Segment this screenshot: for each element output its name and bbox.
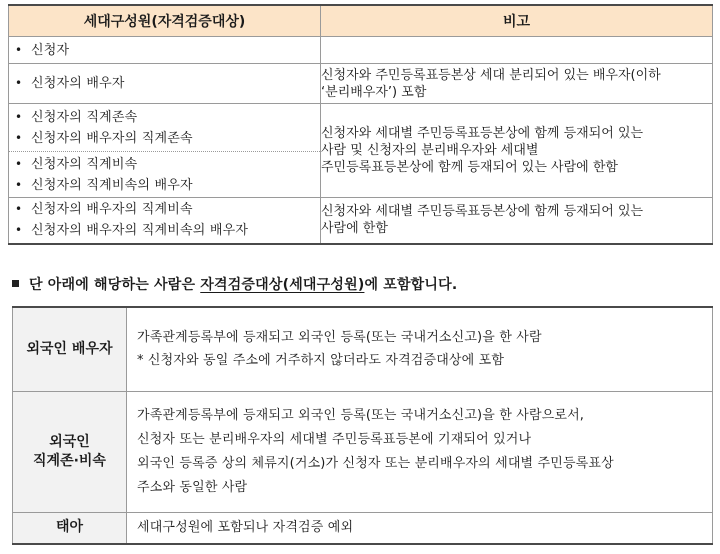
table-row [13,307,713,391]
notice-suffix: 에 포함합니다. [364,277,458,293]
table-row [9,37,713,64]
header-household-member: 세대구성원(자격검증대상) [9,5,321,37]
description-line: 외국인 등록증 상의 체류지(거소)가 신청자 또는 분리배우자의 세대별 주민등록표상 [137,455,614,471]
household-members-table [8,4,713,245]
remark-cell [321,104,713,198]
inclusion-notice [12,274,457,294]
list-item: • 신청자의 배우자 [9,73,320,94]
category-cell [13,391,127,512]
description-line: 주소와 동일한 사람 [137,479,248,495]
member-cell [9,104,321,152]
table-row [13,512,713,544]
list-item: • 신청자의 직계존속 [9,107,320,128]
remark-line: ‘분리배우자’) 포함 [321,84,427,100]
description-cell [127,307,713,391]
remark-cell [321,198,713,244]
member-cell [9,37,321,64]
member-cell [9,64,321,104]
description-line: 가족관계등록부에 등재되고 외국인 등록(또는 국내거소신고)을 한 사람으로서, [137,407,585,423]
category-label: 외국인 [49,433,90,450]
table-row [9,64,713,104]
remark-line: 사람 및 신청자의 분리배우자와 세대별 [321,143,539,158]
category-label: 직계존·비속 [33,452,106,469]
list-item: • 신청자의 배우자의 직계비속 [9,199,320,220]
list-item: • 신청자의 배우자의 직계비속의 배우자 [9,220,320,241]
category-label: 외국인 배우자 [26,340,113,357]
description-cell [127,512,713,544]
list-item: • 신청자의 직계비속 [9,154,320,175]
remark-line: 신청자와 주민등록표등본상 세대 분리되어 있는 배우자(이하 [321,67,661,83]
notice-emphasis: 자격검증대상(세대구성원) [200,277,365,293]
remark-line: 주민등록표등본상에 함께 등재되어 있는 사람에 한함 [321,160,618,175]
remark-cell [321,64,713,104]
member-cell [9,198,321,244]
remark-line: 사람에 한함 [321,221,388,237]
list-item: • 신청자의 배우자의 직계존속 [9,128,320,149]
notice-prefix: 단 아래에 해당하는 사람은 [29,277,201,293]
square-bullet-icon [12,280,19,287]
category-label: 태아 [55,519,84,536]
remark-line: 신청자와 세대별 주민등록표등본상에 함께 등재되어 있는 [321,204,644,220]
table-header-row [9,5,713,37]
header-remarks: 비고 [321,5,713,37]
description-line: 가족관계등록부에 등재되고 외국인 등록(또는 국내거소신고)을 한 사람 [137,330,542,346]
additional-members-table [12,306,713,545]
description-line: 세대구성원에 포함되나 자격검증 예외 [137,520,354,536]
member-cell [9,152,321,198]
category-cell [13,307,127,391]
table-row [9,198,713,244]
table-row [9,104,713,152]
list-item: • 신청자의 직계비속의 배우자 [9,175,320,196]
description-line: * 신청자와 동일 주소에 거주하지 않더라도 자격검증대상에 포함 [137,353,505,369]
description-line: 신청자 또는 분리배우자의 세대별 주민등록표등본에 기재되어 있거나 [137,431,532,447]
category-cell [13,512,127,544]
description-cell [127,391,713,512]
table-row [13,391,713,512]
remark-cell-empty [321,37,713,64]
remark-line: 신청자와 세대별 주민등록표등본상에 함께 등재되어 있는 [321,126,644,141]
list-item: • 신청자 [9,40,320,61]
